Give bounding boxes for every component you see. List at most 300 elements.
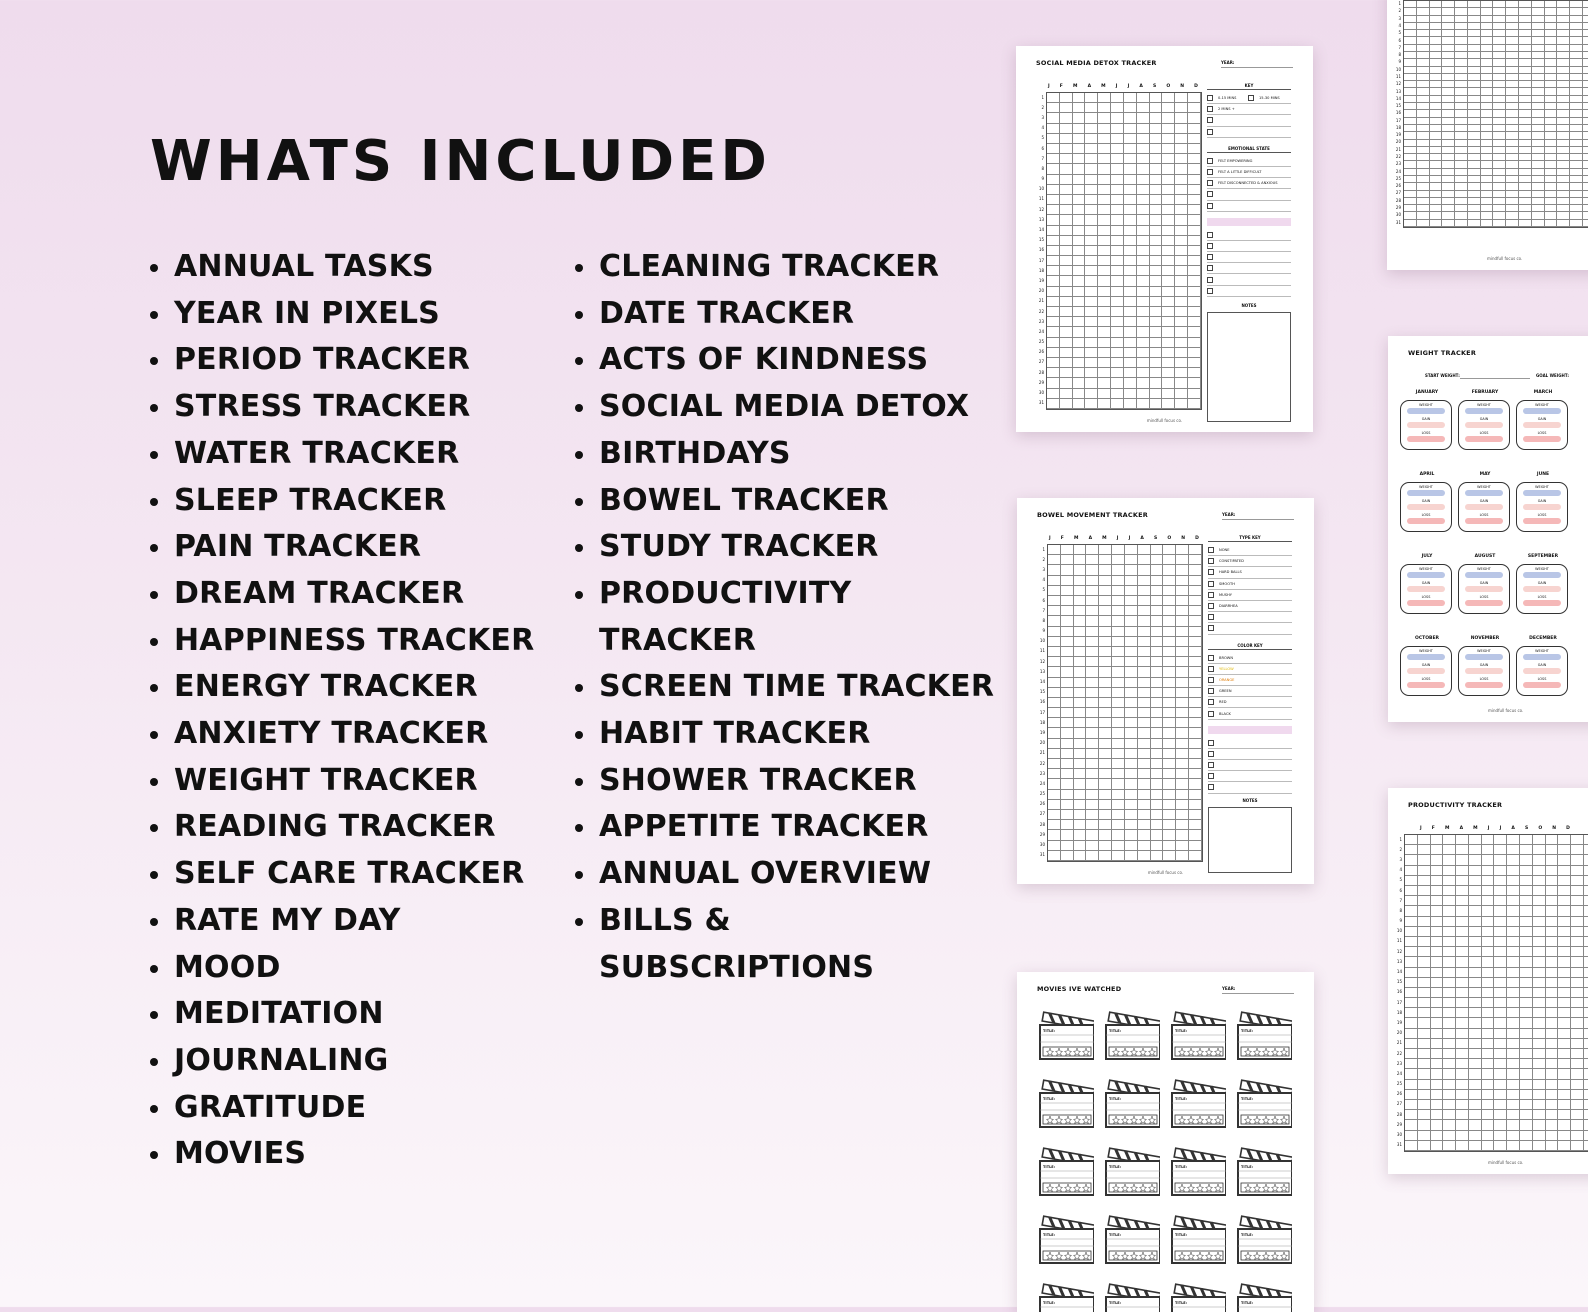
day-number: 12 [1395, 81, 1401, 87]
list-item: YEAR IN PIXELS [150, 291, 534, 338]
grid-cell [1469, 978, 1482, 988]
grid-cell [1469, 917, 1482, 927]
grid-cell [1150, 226, 1163, 236]
list-item [575, 898, 994, 991]
month-initial: A [1459, 826, 1464, 831]
grid-cell [1175, 226, 1188, 236]
grid-cell [1493, 8, 1506, 15]
grid-cell [1138, 779, 1151, 789]
grid-cell [1546, 1080, 1559, 1090]
movie-title-label: TITLE: [1241, 1165, 1254, 1169]
grid-cell [1098, 185, 1111, 195]
grid-cell [1469, 927, 1482, 937]
grid-cell [1404, 59, 1417, 66]
grid-cell [1557, 161, 1570, 168]
grid-cell [1584, 835, 1588, 845]
grid-cell [1558, 896, 1571, 906]
grid-cell [1176, 728, 1189, 738]
grid-cell [1442, 110, 1455, 117]
grid-cell [1469, 1049, 1482, 1059]
grid-cell [1111, 154, 1124, 164]
grid-cell [1443, 1080, 1456, 1090]
grid-cell [1417, 125, 1430, 132]
grid-cell [1060, 205, 1073, 215]
grid-cell [1138, 576, 1151, 586]
grid-cell [1481, 147, 1494, 154]
grid-cell [1125, 698, 1138, 708]
grid-cell [1074, 851, 1087, 861]
grid-cell [1519, 176, 1532, 183]
grid-cell [1086, 739, 1099, 749]
grid-cell [1074, 759, 1087, 769]
grid-cell [1099, 545, 1112, 555]
grid-cell [1098, 215, 1111, 225]
grid-cell [1151, 555, 1164, 565]
grid-cell [1188, 226, 1201, 236]
grid-cell [1494, 1120, 1507, 1130]
grid-cell [1061, 718, 1074, 728]
grid-cell [1163, 708, 1176, 718]
grid-cell [1047, 368, 1060, 378]
grid-cell [1443, 1008, 1456, 1018]
grid-cell [1571, 1110, 1584, 1120]
grid-cell [1583, 147, 1588, 154]
grid-cell [1085, 378, 1098, 388]
grid-cell [1151, 596, 1164, 606]
grid-cell [1061, 576, 1074, 586]
grid-cell [1112, 555, 1125, 565]
grid-cell [1418, 998, 1431, 1008]
grid-cell [1405, 1008, 1418, 1018]
grid-cell [1507, 1039, 1520, 1049]
grid-cell [1469, 957, 1482, 967]
grid-cell [1520, 1141, 1533, 1151]
grid-cell [1520, 876, 1533, 886]
grid-cell [1584, 1110, 1588, 1120]
month-initial: J [1127, 84, 1130, 89]
grid-cell [1546, 1018, 1559, 1028]
grid-cell [1533, 845, 1546, 855]
grid-cell [1570, 205, 1583, 212]
grid-cell [1099, 637, 1112, 647]
grid-cell [1048, 545, 1061, 555]
day-number: 5 [1398, 30, 1401, 36]
grid-cell [1571, 1059, 1584, 1069]
grid-cell [1417, 118, 1430, 125]
tracker-grid [1046, 92, 1202, 410]
grid-cell [1442, 132, 1455, 139]
grid-cell [1060, 195, 1073, 205]
grid-cell [1405, 866, 1418, 876]
gain-pill [1523, 504, 1561, 510]
grid-cell [1546, 1049, 1559, 1059]
grid-cell [1571, 1008, 1584, 1018]
key-row [1208, 708, 1292, 719]
grid-cell [1519, 132, 1532, 139]
grid-cell [1482, 978, 1495, 988]
grid-cell [1125, 647, 1138, 657]
grid-cell [1124, 256, 1137, 266]
grid-cell [1085, 297, 1098, 307]
grid-cell [1481, 140, 1494, 147]
grid-cell [1519, 140, 1532, 147]
grid-cell [1571, 1029, 1584, 1039]
grid-cell [1099, 688, 1112, 698]
grid-cell [1481, 154, 1494, 161]
grid-cell [1583, 110, 1588, 117]
grid-cell [1099, 749, 1112, 759]
grid-cell [1583, 191, 1588, 198]
grid-cell [1493, 81, 1506, 88]
grid-cell [1442, 176, 1455, 183]
grid-cell [1086, 565, 1099, 575]
list-item-line: PRODUCTIVITY [599, 575, 852, 611]
grid-cell [1468, 81, 1481, 88]
grid-cell [1545, 191, 1558, 198]
gain-label: GAIN [1421, 417, 1431, 421]
day-number: 26 [1396, 1091, 1402, 1097]
grid-cell [1455, 198, 1468, 205]
grid-cell [1507, 1029, 1520, 1039]
day-number: 8 [1399, 907, 1402, 913]
grid-cell [1175, 348, 1188, 358]
grid-cell [1086, 698, 1099, 708]
grid-cell [1468, 67, 1481, 74]
month-initial: J [1049, 536, 1051, 541]
grid-cell [1404, 205, 1417, 212]
grid-cell [1162, 175, 1175, 185]
grid-cell [1418, 927, 1431, 937]
list-item: WATER TRACKER [150, 431, 534, 478]
grid-cell [1111, 327, 1124, 337]
key-label: 0-15 MINS [1218, 96, 1237, 101]
grid-cell [1112, 627, 1125, 637]
grid-cell [1073, 185, 1086, 195]
day-number: 23 [1039, 770, 1045, 776]
grid-cell [1417, 110, 1430, 117]
day-number: 29 [1039, 831, 1045, 837]
color-key-heading: COLOR KEY [1208, 643, 1292, 650]
grid-cell [1189, 586, 1202, 596]
grid-cell [1125, 555, 1138, 565]
grid-cell [1557, 103, 1570, 110]
grid-cell [1456, 845, 1469, 855]
day-number: 9 [1399, 918, 1402, 924]
month-label: AUGUST [1474, 554, 1496, 559]
grid-cell [1151, 820, 1164, 830]
sheet-title: WEIGHT TRACKER [1408, 349, 1477, 357]
grid-cell [1189, 606, 1202, 616]
grid-cell [1481, 161, 1494, 168]
grid-cell [1048, 790, 1061, 800]
grid-cell [1047, 266, 1060, 276]
grid-cell [1124, 327, 1137, 337]
list-item: SOCIAL MEDIA DETOX [575, 384, 994, 431]
gain-pill [1407, 422, 1445, 428]
grid-cell [1074, 678, 1087, 688]
grid-cell [1494, 1090, 1507, 1100]
grid-cell [1482, 998, 1495, 1008]
grid-cell [1455, 1, 1468, 8]
grid-cell [1417, 191, 1430, 198]
grid-cell [1073, 399, 1086, 409]
grid-cell [1442, 147, 1455, 154]
grid-cell [1188, 144, 1201, 154]
grid-cell [1060, 215, 1073, 225]
grid-cell [1584, 978, 1588, 988]
grid-cell [1047, 348, 1060, 358]
grid-cell [1061, 688, 1074, 698]
grid-cell [1099, 779, 1112, 789]
grid-cell [1162, 266, 1175, 276]
grid-cell [1482, 1039, 1495, 1049]
grid-cell [1086, 555, 1099, 565]
grid-cell [1074, 627, 1087, 637]
grid-cell [1405, 855, 1418, 865]
grid-cell [1533, 917, 1546, 927]
grid-cell [1162, 124, 1175, 134]
grid-cell [1061, 779, 1074, 789]
grid-cell [1111, 266, 1124, 276]
tracker-grid [1403, 0, 1588, 228]
grid-cell [1125, 596, 1138, 606]
grid-cell [1150, 205, 1163, 215]
grid-cell [1112, 851, 1125, 861]
grid-cell [1048, 657, 1061, 667]
grid-cell [1162, 307, 1175, 317]
grid-cell [1060, 389, 1073, 399]
grid-cell [1418, 876, 1431, 886]
grid-cell [1570, 67, 1583, 74]
grid-cell [1493, 176, 1506, 183]
grid-cell [1519, 23, 1532, 30]
key-label: BROWN [1219, 655, 1234, 660]
grid-cell [1546, 845, 1559, 855]
grid-cell [1138, 830, 1151, 840]
grid-cell [1418, 957, 1431, 967]
grid-cell [1570, 220, 1583, 227]
grid-cell [1546, 1141, 1559, 1151]
grid-cell [1112, 678, 1125, 688]
grid-cell [1506, 147, 1519, 154]
grid-cell [1494, 1100, 1507, 1110]
grid-cell [1430, 8, 1443, 15]
grid-cell [1112, 790, 1125, 800]
grid-cell [1047, 338, 1060, 348]
grid-cell [1189, 565, 1202, 575]
month-initial: S [1524, 826, 1529, 831]
grid-cell [1137, 195, 1150, 205]
grid-cell [1584, 998, 1588, 1008]
grid-cell [1124, 144, 1137, 154]
day-number: 28 [1039, 821, 1045, 827]
grid-cell [1482, 917, 1495, 927]
day-number: 27 [1396, 1101, 1402, 1107]
day-number: 19 [1039, 729, 1045, 735]
grid-cell [1468, 23, 1481, 30]
grid-cell [1098, 358, 1111, 368]
grid-cell [1570, 154, 1583, 161]
grid-cell [1545, 125, 1558, 132]
grid-cell [1098, 246, 1111, 256]
grid-cell [1481, 110, 1494, 117]
month-initial: A [1088, 536, 1093, 541]
weight-pill [1465, 654, 1503, 660]
grid-cell [1137, 246, 1150, 256]
grid-cell [1533, 1090, 1546, 1100]
day-number: 27 [1038, 359, 1044, 365]
year-line [1222, 519, 1294, 520]
grid-cell [1533, 1008, 1546, 1018]
grid-cell [1493, 1, 1506, 8]
grid-cell [1125, 728, 1138, 738]
grid-cell [1137, 144, 1150, 154]
grid-cell [1468, 140, 1481, 147]
grid-cell [1494, 876, 1507, 886]
grid-cell [1086, 647, 1099, 657]
day-number: 18 [1039, 719, 1045, 725]
grid-cell [1163, 576, 1176, 586]
grid-cell [1175, 93, 1188, 103]
month-initial: N [1552, 826, 1557, 831]
grid-cell [1442, 52, 1455, 59]
grid-cell [1085, 124, 1098, 134]
grid-cell [1506, 118, 1519, 125]
grid-cell [1571, 866, 1584, 876]
grid-cell [1418, 835, 1431, 845]
grid-cell [1124, 175, 1137, 185]
grid-cell [1482, 1029, 1495, 1039]
grid-cell [1533, 1069, 1546, 1079]
loss-label: LOSS [1421, 513, 1431, 517]
grid-cell [1098, 144, 1111, 154]
grid-cell [1060, 348, 1073, 358]
list-item: ENERGY TRACKER [150, 664, 534, 711]
grid-cell [1583, 132, 1588, 139]
key-row [1208, 653, 1292, 664]
tracker-sheet-partial [1387, 0, 1588, 270]
grid-cell [1520, 927, 1533, 937]
grid-cell [1558, 1131, 1571, 1141]
grid-cell [1468, 125, 1481, 132]
grid-cell [1442, 37, 1455, 44]
grid-cell [1482, 1059, 1495, 1069]
grid-cell [1546, 1090, 1559, 1100]
grid-cell [1455, 147, 1468, 154]
grid-cell [1430, 67, 1443, 74]
grid-cell [1493, 103, 1506, 110]
grid-cell [1455, 74, 1468, 81]
grid-cell [1074, 596, 1087, 606]
day-number: 23 [1396, 1060, 1402, 1066]
grid-cell [1175, 236, 1188, 246]
grid-cell [1431, 988, 1444, 998]
grid-cell [1162, 389, 1175, 399]
day-number: 16 [1038, 247, 1044, 253]
grid-cell [1583, 212, 1588, 219]
grid-cell [1111, 144, 1124, 154]
grid-cell [1073, 236, 1086, 246]
grid-cell [1520, 1039, 1533, 1049]
grid-cell [1073, 134, 1086, 144]
day-number: 27 [1039, 811, 1045, 817]
clapperboard-icon [1104, 1144, 1160, 1196]
grid-cell [1162, 236, 1175, 246]
loss-label: LOSS [1537, 595, 1547, 599]
grid-cell [1150, 378, 1163, 388]
grid-cell [1442, 81, 1455, 88]
clapperboard-icon [1038, 1144, 1094, 1196]
day-number: 22 [1039, 760, 1045, 766]
grid-cell [1442, 140, 1455, 147]
grid-cell [1493, 147, 1506, 154]
grid-cell [1494, 1080, 1507, 1090]
day-number: 3 [1398, 15, 1401, 21]
grid-cell [1442, 67, 1455, 74]
grid-cell [1405, 937, 1418, 947]
grid-cell [1570, 110, 1583, 117]
grid-cell [1060, 246, 1073, 256]
grid-cell [1163, 769, 1176, 779]
day-number: 16 [1395, 110, 1401, 116]
grid-cell [1175, 134, 1188, 144]
grid-cell [1584, 947, 1588, 957]
grid-cell [1557, 205, 1570, 212]
weight-label: WEIGHT [1477, 485, 1491, 489]
grid-cell [1073, 205, 1086, 215]
grid-cell [1060, 287, 1073, 297]
grid-cell [1175, 338, 1188, 348]
grid-cell [1098, 317, 1111, 327]
key-row [1208, 738, 1292, 749]
grid-cell [1584, 855, 1588, 865]
grid-cell [1570, 8, 1583, 15]
grid-cell [1442, 154, 1455, 161]
grid-cell [1048, 769, 1061, 779]
grid-cell [1125, 657, 1138, 667]
day-number: 28 [1395, 197, 1401, 203]
movie-title-label: TITLE: [1109, 1233, 1122, 1237]
grid-cell [1098, 226, 1111, 236]
grid-cell [1162, 185, 1175, 195]
grid-cell [1073, 348, 1086, 358]
weight-pill [1523, 572, 1561, 578]
grid-cell [1188, 103, 1201, 113]
day-number: 25 [1395, 175, 1401, 181]
grid-cell [1060, 297, 1073, 307]
grid-cell [1124, 368, 1137, 378]
grid-cell [1074, 841, 1087, 851]
grid-cell [1418, 855, 1431, 865]
grid-cell [1494, 886, 1507, 896]
grid-cell [1098, 175, 1111, 185]
grid-cell [1507, 1059, 1520, 1069]
grid-cell [1584, 957, 1588, 967]
grid-cell [1546, 968, 1559, 978]
grid-cell [1520, 1131, 1533, 1141]
grid-cell [1124, 113, 1137, 123]
grid-cell [1151, 841, 1164, 851]
grid-cell [1086, 627, 1099, 637]
grid-cell [1571, 1018, 1584, 1028]
grid-cell [1163, 627, 1176, 637]
grid-cell [1111, 358, 1124, 368]
grid-cell [1138, 728, 1151, 738]
grid-cell [1124, 287, 1137, 297]
grid-cell [1112, 749, 1125, 759]
grid-cell [1405, 886, 1418, 896]
grid-cell [1073, 317, 1086, 327]
